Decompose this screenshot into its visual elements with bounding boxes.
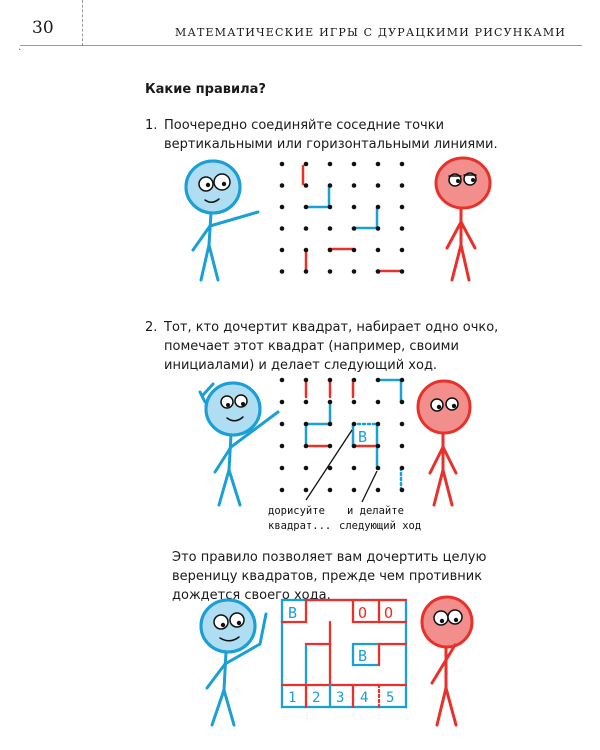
- grid-3-number-5: 5: [386, 690, 395, 706]
- rule-1-text: Поочередно соединяйте соседние точки вертикальными или горизонтальными линиями.: [164, 118, 498, 152]
- page-number: 30: [32, 18, 54, 38]
- red-stick-figure-3: [422, 597, 472, 725]
- callout-right-line2: следующий ход: [339, 520, 422, 532]
- running-title: МАТЕМАТИЧЕСКИЕ ИГРЫ С ДУРАЦКИМИ РИСУНКАМИ: [175, 26, 567, 39]
- corner-mark: .: [18, 42, 22, 53]
- grid-3-letter-o-1: O: [358, 604, 368, 622]
- grid-3-number-3: 3: [336, 690, 345, 706]
- grid-3-letter-b-top: B: [288, 604, 298, 622]
- box-letter-b: B: [358, 428, 368, 446]
- grid-3-letter-o-2: O: [384, 604, 394, 622]
- paragraph: Это правило позволяет вам дочертить целую вереницу квадратов, прежде чем противник дождется своего хода.: [172, 550, 487, 603]
- grid-3-letter-b-mid: B: [358, 647, 368, 665]
- rule-2-number: 2.: [145, 320, 158, 335]
- grid-3-number-1: 1: [288, 690, 297, 706]
- rule-1-number: 1.: [145, 118, 158, 133]
- grid-3-number-2: 2: [312, 690, 321, 706]
- section-title: Какие правила?: [145, 82, 266, 97]
- blue-stick-figure-3: [201, 600, 266, 725]
- callout-left-line1: дорисуйте: [268, 505, 325, 517]
- callout-right-line1: и делайте: [347, 505, 404, 517]
- grid-3-number-4: 4: [360, 690, 369, 706]
- rule-2-text: Тот, кто дочертит квадрат, набирает одно очко, помечает этот квадрат (например, своими инициалами) и делает следующий ход.: [164, 320, 499, 373]
- callout-left-line2: квадрат...: [268, 520, 332, 532]
